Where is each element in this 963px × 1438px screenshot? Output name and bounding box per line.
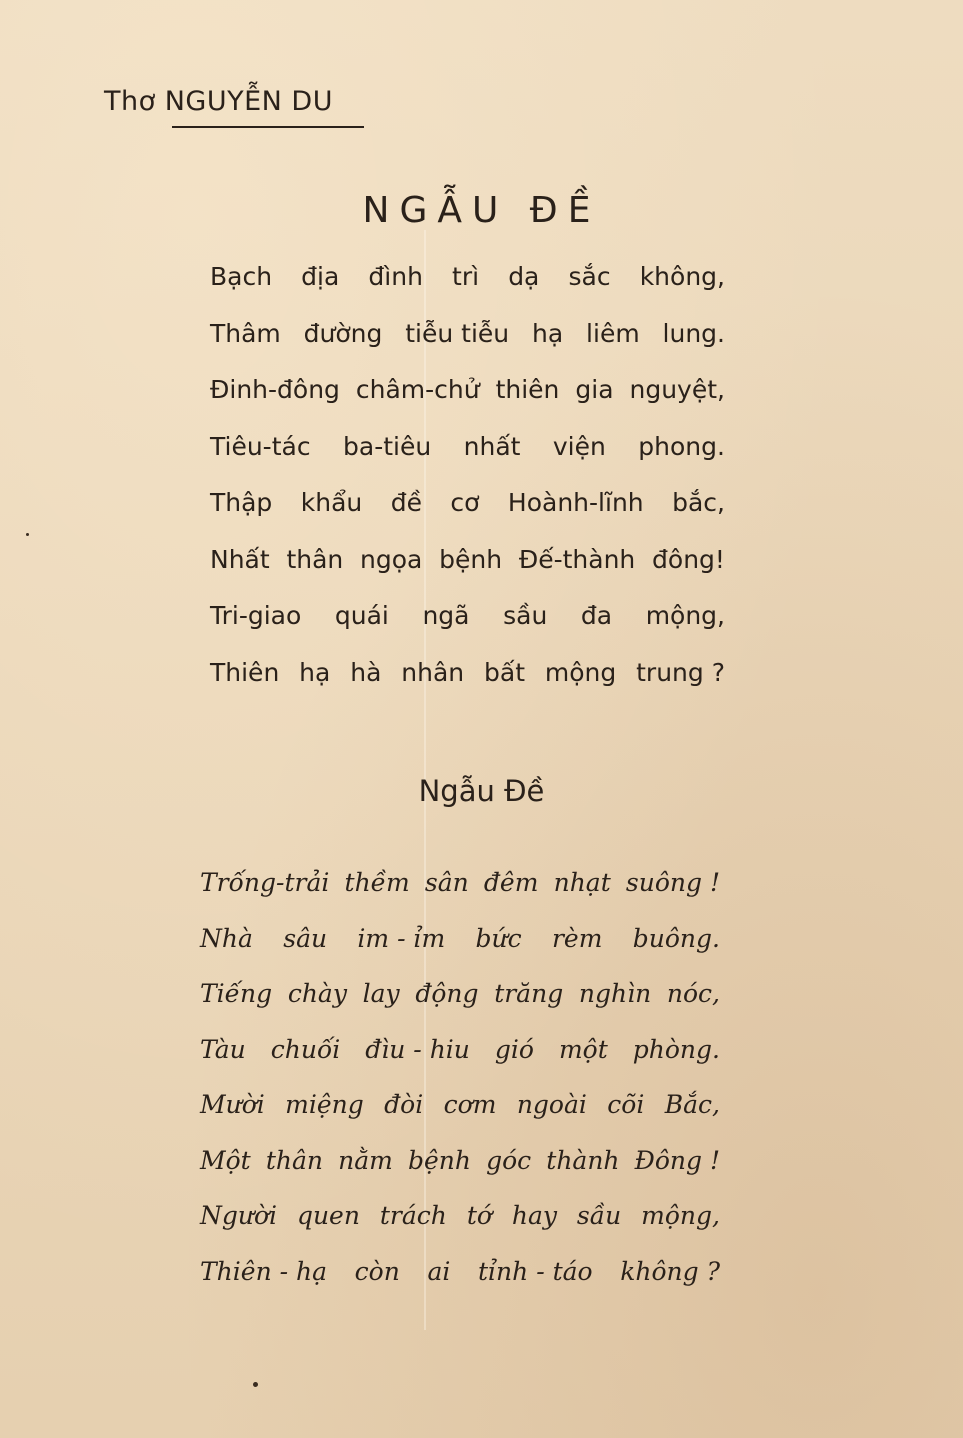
translation-title: Ngẫu Đề	[418, 774, 545, 808]
poem-word: một	[558, 1034, 608, 1064]
poem-word: hạ	[532, 318, 564, 348]
poem-word: dạ	[508, 262, 540, 291]
poem-line	[200, 1201, 720, 1230]
poem-word: ba-tiêu	[343, 431, 432, 461]
poem-word: đa	[580, 601, 613, 630]
poem-line	[200, 1090, 720, 1119]
poem-line	[210, 601, 725, 630]
poem-word: Đế-thành	[518, 544, 636, 574]
poem-word: tớ	[466, 1201, 492, 1230]
poem-line	[210, 545, 725, 574]
poem-word: ngã	[422, 601, 470, 630]
poem-word: bức	[475, 923, 522, 953]
poem-word: gió	[494, 1034, 534, 1064]
poem-word: ai	[427, 1256, 451, 1286]
poem-word: trì	[452, 262, 480, 291]
poem-line	[210, 319, 725, 348]
poem-word: bắc,	[672, 488, 725, 517]
poem-word: không ?	[620, 1256, 720, 1286]
poem-word: Bắc,	[664, 1090, 720, 1119]
poem-word: thân	[286, 544, 344, 574]
poem-word: miệng	[285, 1090, 364, 1119]
poem-word: Tiếng	[200, 979, 273, 1008]
poem-word: bệnh	[439, 544, 503, 574]
poem-word: mộng,	[641, 1201, 720, 1230]
poem-word: châm-chử	[355, 375, 480, 404]
poem-word: nằm	[338, 1145, 393, 1175]
poem-word: trăng	[494, 979, 564, 1008]
poem-word: đường	[303, 318, 383, 348]
poem-word: liêm	[586, 318, 640, 348]
poem-word: đêm	[483, 868, 539, 897]
poem-word: bất	[484, 657, 525, 687]
poem-word: quen	[296, 1201, 360, 1230]
poem-word: gia	[575, 375, 614, 404]
poem-word: đìu - hiu	[365, 1034, 470, 1064]
poem-word: Tri-giao	[210, 601, 302, 630]
poem-word: thành	[546, 1145, 620, 1175]
poem-word: Đông !	[634, 1145, 720, 1175]
header-text: Thơ NGUYỄN DU	[104, 86, 333, 117]
poem-word: chày	[287, 979, 347, 1008]
poem-word: quái	[334, 601, 389, 630]
ink-speck	[253, 1382, 258, 1387]
poem-word: Trống-trải	[200, 868, 330, 897]
poem-word: hà	[350, 657, 382, 687]
poem-word: Một	[200, 1145, 251, 1175]
poem-word: nhân	[401, 657, 465, 687]
poem-word: còn	[354, 1256, 400, 1286]
poem-line	[200, 979, 720, 1008]
poem-word: thiên	[495, 375, 560, 404]
poem-line	[200, 924, 720, 953]
poem-word: đông!	[652, 544, 725, 574]
poem-line	[210, 262, 725, 291]
poem-word: buông.	[632, 923, 720, 953]
poem-word: cơ	[450, 488, 480, 517]
poem-word: nhạt	[553, 868, 611, 897]
poem-word: ngọa	[360, 544, 423, 574]
poem-word: Thâm	[210, 318, 281, 348]
poem-word: sân	[424, 868, 469, 897]
page-header	[104, 86, 333, 117]
poem-word: viện	[552, 431, 606, 461]
poem-line	[210, 432, 725, 461]
poem-word: góc	[486, 1145, 532, 1175]
poem-word: động	[415, 979, 479, 1008]
poem-word: chuối	[270, 1034, 341, 1064]
poem-word: phòng.	[632, 1034, 720, 1064]
poem-word: Thiên	[210, 657, 280, 687]
poem-word: nghìn	[578, 979, 652, 1008]
poem-word: tiễu tiễu	[405, 318, 510, 348]
poem-line	[200, 868, 720, 897]
poem-word: địa	[301, 262, 340, 291]
poem-word: sâu	[283, 923, 328, 953]
poem-word: phong.	[638, 431, 725, 461]
poem-line	[200, 1257, 720, 1286]
poem-word: Hoành-lĩnh	[507, 488, 644, 517]
poem-word: Tàu	[200, 1034, 246, 1064]
poem-word: nhất	[463, 431, 521, 461]
poem-word: thân	[265, 1145, 323, 1175]
poem-word: bệnh	[407, 1145, 471, 1175]
poem-word: Người	[200, 1201, 278, 1230]
poem-word: suông !	[625, 868, 720, 897]
poem-word: mộng	[544, 657, 617, 687]
poem-word: rèm	[551, 923, 603, 953]
poem-word: mộng,	[645, 601, 725, 630]
poem-word: khẩu	[300, 488, 363, 517]
poem-word: trung ?	[636, 657, 725, 687]
poem-word: trách	[379, 1201, 447, 1230]
poem-word: hạ	[299, 657, 331, 687]
ink-speck	[26, 533, 29, 536]
poem-word: Đinh-đông	[210, 375, 340, 404]
poem-word: cơm	[443, 1090, 497, 1119]
poem-word: đề	[390, 488, 422, 517]
poem-word: im - ỉm	[357, 923, 446, 953]
poem-word: Nhà	[200, 923, 253, 953]
poem-word: Mười	[200, 1090, 265, 1119]
poem-word: đòi	[384, 1090, 424, 1119]
poem-word: Nhất	[210, 544, 270, 574]
poem-word: sầu	[576, 1201, 622, 1230]
poem-word: nóc,	[666, 979, 720, 1008]
poem-word: đình	[368, 262, 423, 291]
poem-word: lung.	[662, 318, 725, 348]
poem-word: nguyệt,	[629, 375, 725, 404]
poem-word: sắc	[568, 262, 611, 291]
poem-line	[200, 1035, 720, 1064]
poem-word: Thập	[210, 488, 273, 517]
poem-line	[210, 488, 725, 517]
poem-word: cõi	[607, 1090, 645, 1119]
poem-word: Tiêu-tác	[210, 431, 311, 461]
poem-word: Thiên - hạ	[200, 1256, 328, 1286]
poem-word: sầu	[503, 601, 548, 630]
poem-title: NGẪU ĐỀ	[362, 190, 601, 231]
poem-line	[210, 375, 725, 404]
header-underline	[172, 126, 364, 128]
poem-word: thềm	[344, 868, 410, 897]
poem-word: Bạch	[210, 262, 273, 291]
poem-word: ngoài	[516, 1090, 587, 1119]
poem-word: hay	[511, 1201, 557, 1230]
poem-word: không,	[639, 262, 725, 291]
poem-word: tỉnh - táo	[478, 1256, 593, 1286]
poem-line	[200, 1146, 720, 1175]
poem-line	[210, 658, 725, 687]
poem-word: lay	[362, 979, 400, 1008]
